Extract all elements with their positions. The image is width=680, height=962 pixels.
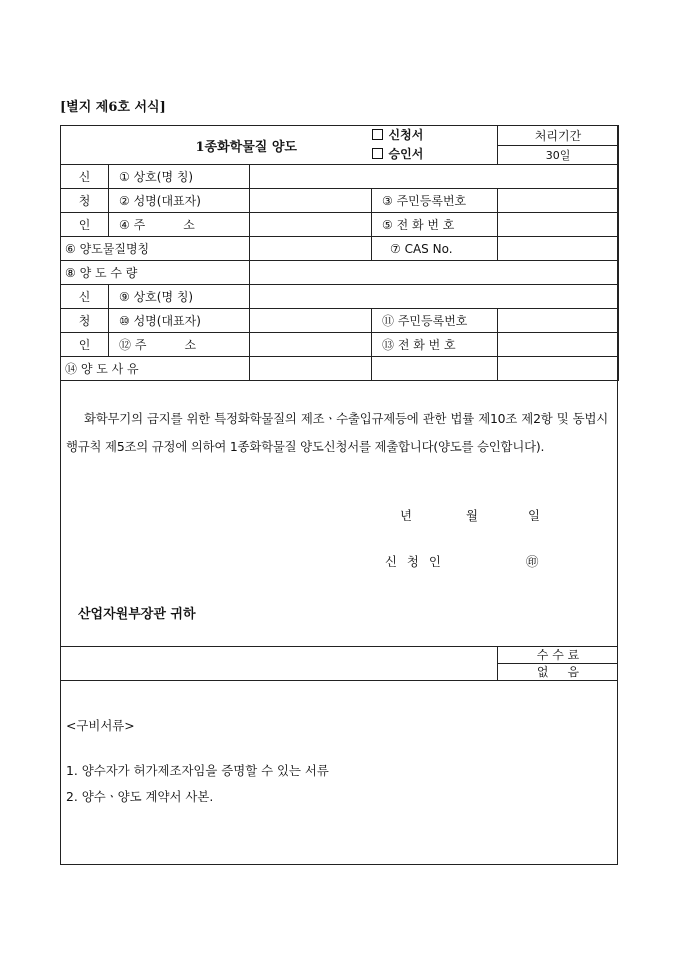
documents-item-1: 1. 양수자가 허가제조자임을 증명할 수 있는 서류 [66,763,329,778]
application-table [60,125,619,381]
applicant-side-label-2: 청 [61,189,109,213]
form-label: [별지 제6호 서식] [60,100,166,115]
transferee-resident-number-label: ⑪ 주민등록번호 [372,309,498,333]
applicant-resident-number-label: ③ 주민등록번호 [372,189,498,213]
applicant-trade-name-label: ① 상호(명 칭) [109,165,250,189]
form-title: 1종화학물질 양도 [195,139,297,155]
applicant-phone-label: ⑤ 전 화 번 호 [372,213,498,237]
transfer-reason-label: ⑭ 양 도 사 유 [61,357,250,381]
date-year[interactable]: 년 [400,508,412,523]
processing-period-value: 30일 [498,146,619,165]
applicant-trade-name-field[interactable] [250,165,619,189]
date-month[interactable]: 월 [466,508,478,523]
documents-heading: <구비서류> [66,718,135,733]
transferee-phone-label: ⑬ 전 화 번 호 [372,333,498,357]
option-approval[interactable]: 승인서 [372,145,494,164]
fee-value: 없 음 [536,665,580,679]
cas-number-label: ⑦ CAS No. [372,237,498,261]
transfer-quantity-field[interactable] [250,261,619,285]
transferee-trade-name-label: ⑨ 상호(명 칭) [109,285,250,309]
applicant-signature-label: 신 청 인 [385,554,444,569]
transferee-representative-field[interactable] [250,309,372,333]
transferee-side-label-1: 신 [61,285,109,309]
transferee-side-label-3: 인 [61,333,109,357]
cas-number-field[interactable] [498,237,619,261]
fee-box [497,647,618,681]
checkbox-icon[interactable] [372,129,383,140]
transfer-reason-extra-field-2[interactable] [498,357,619,381]
material-name-field[interactable] [250,237,372,261]
applicant-representative-field[interactable] [250,189,372,213]
applicant-resident-number-field[interactable] [498,189,619,213]
applicant-phone-field[interactable] [498,213,619,237]
applicant-address-field[interactable] [250,213,372,237]
statement-text: 화학무기의 금지를 위한 특정화학물질의 제조ㆍ수출입규제등에 관한 법률 제10조 제2항 및 동법시행규칙 제5조의 규정에 의하여 1종화학물질 양도신청서를 제출합니다(양도를 승인합니다). [66,411,608,454]
transferee-side-label-2: 청 [61,309,109,333]
transferee-representative-label: ⑩ 성명(대표자) [109,309,250,333]
material-name-label: ⑥ 양도물질명칭 [61,237,250,261]
transferee-address-label: ⑫ 주 소 [109,333,250,357]
seal-icon[interactable]: ㊞ [526,554,539,569]
applicant-side-label-1: 신 [61,165,109,189]
transferee-trade-name-field[interactable] [250,285,619,309]
checkbox-icon[interactable] [372,148,383,159]
applicant-side-label-3: 인 [61,213,109,237]
addressee: 산업자원부장관 귀하 [78,607,196,622]
form-type-options [372,126,498,165]
transfer-quantity-label: ⑧ 양 도 수 량 [61,261,250,285]
processing-period-label: 처리기간 [498,126,619,146]
applicant-representative-label: ② 성명(대표자) [109,189,250,213]
transferee-address-field[interactable] [250,333,372,357]
transferee-resident-number-field[interactable] [498,309,619,333]
transferee-phone-field[interactable] [498,333,619,357]
documents-item-2: 2. 양수ㆍ양도 계약서 사본. [66,789,214,804]
fee-row [60,646,618,681]
option-application[interactable]: 신청서 [372,126,494,145]
applicant-address-label: ④ 주 소 [109,213,250,237]
transfer-reason-field[interactable] [250,357,372,381]
fee-label: 수 수 료 [498,647,618,664]
form-title-cell [61,126,372,165]
date-day[interactable]: 일 [528,508,540,523]
transfer-reason-extra-field[interactable] [372,357,498,381]
